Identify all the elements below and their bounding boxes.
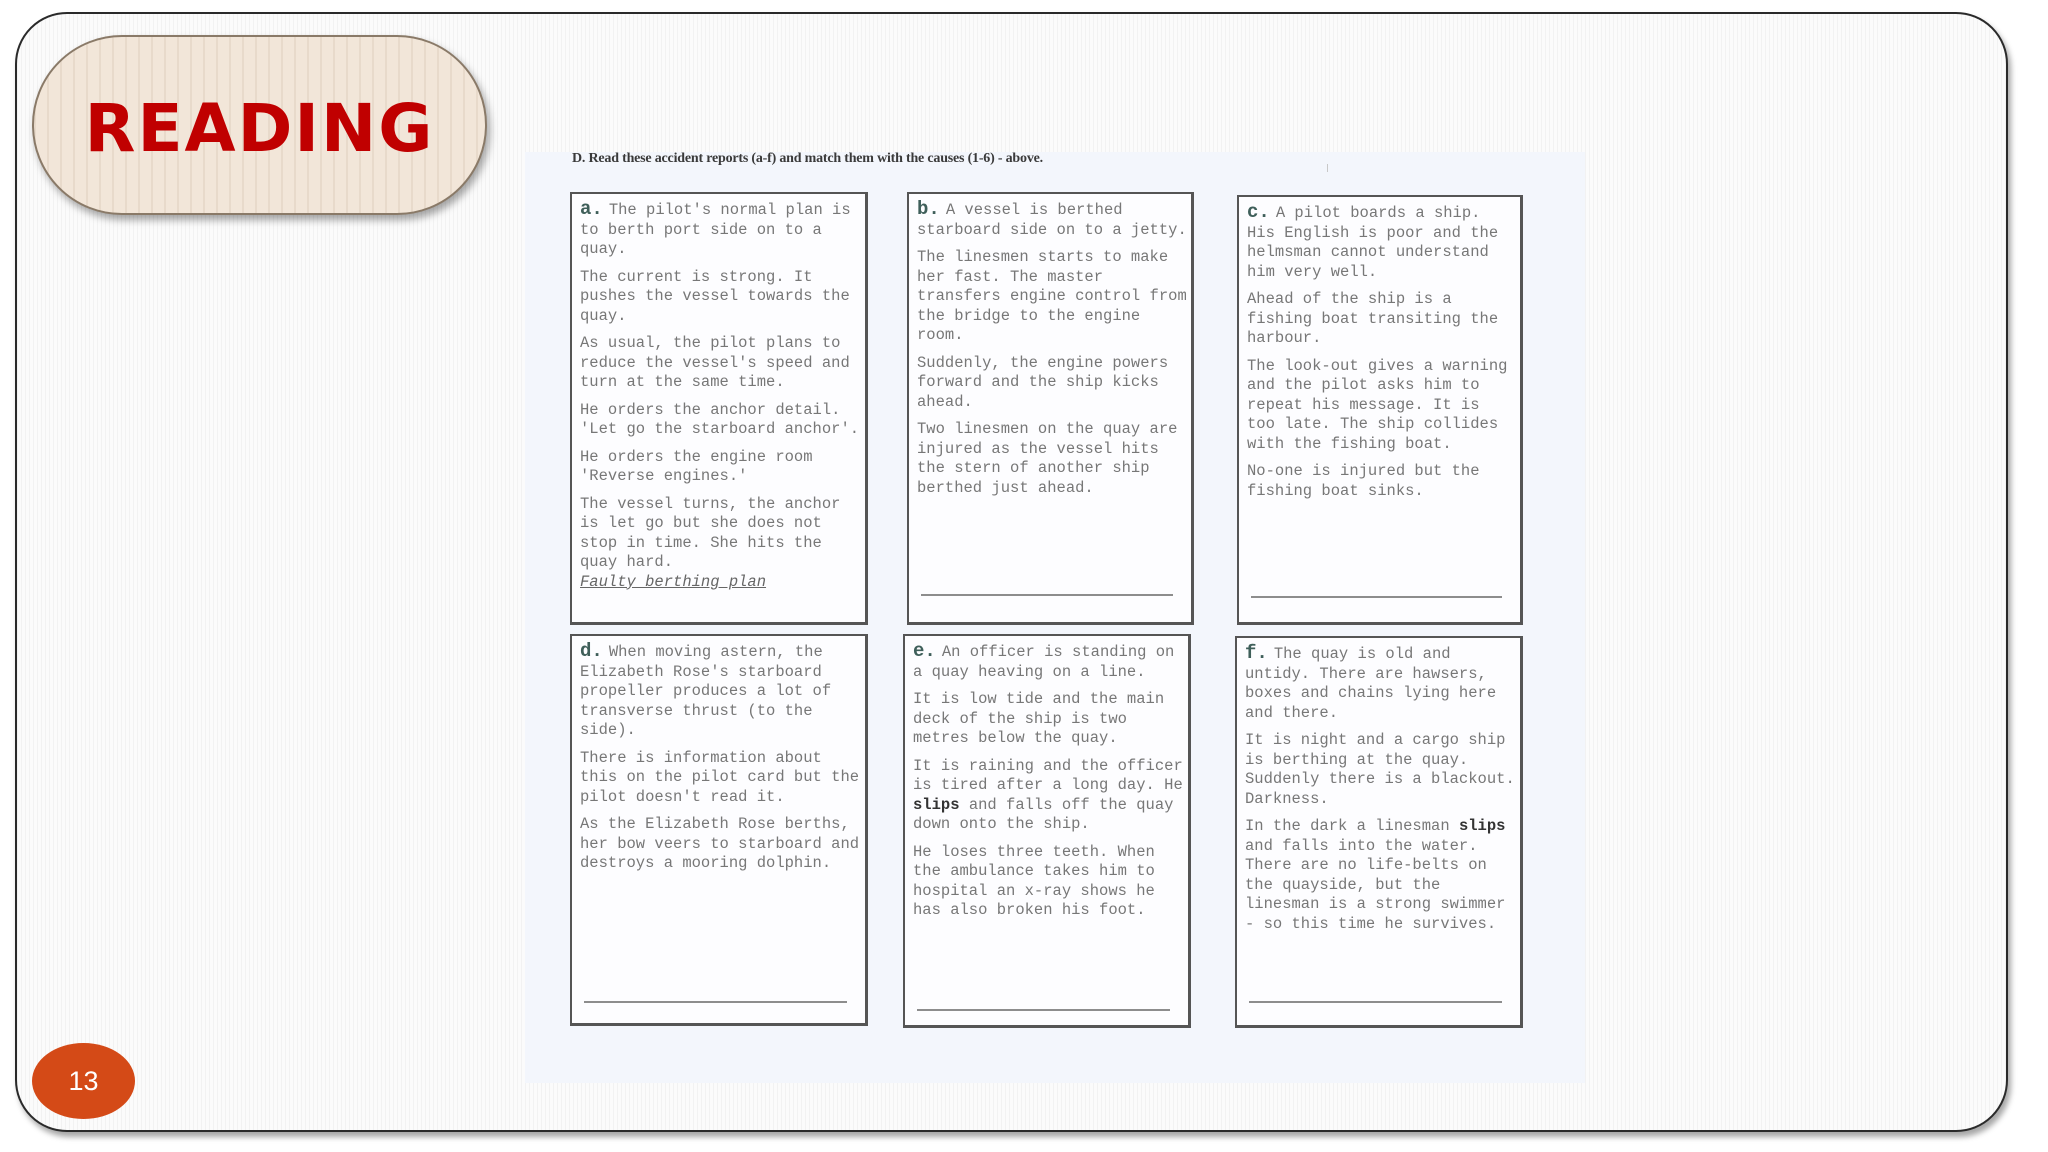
report-box-f <box>1235 636 1523 1028</box>
report-paragraph <box>1247 203 1516 282</box>
report-paragraph <box>580 334 861 393</box>
paragraph-text: He orders the anchor detail. 'Let go the starboard anchor'. <box>580 400 860 438</box>
slide-title: READING <box>84 89 435 167</box>
report-box-d <box>570 634 868 1026</box>
paragraph-text: Suddenly, the engine powers forward and the ship kicks ahead. <box>917 353 1169 411</box>
report-paragraph <box>917 200 1187 240</box>
paragraph-text: and falls off the quay down onto the ship. <box>913 795 1174 833</box>
report-box-a <box>570 192 868 625</box>
report-content <box>580 200 861 592</box>
paragraph-text: No-one is injured but the fishing boat sinks. <box>1247 462 1480 500</box>
report-paragraph <box>917 248 1187 346</box>
report-paragraph <box>913 757 1184 835</box>
report-box-c <box>1237 195 1523 625</box>
report-content <box>1245 644 1516 934</box>
emphasized-word: slips <box>1458 817 1506 835</box>
report-paragraph <box>1247 462 1516 501</box>
report-paragraph <box>580 200 861 260</box>
paragraph-text: A vessel is berthed starboard side on to a jetty. <box>917 201 1187 239</box>
report-content <box>917 200 1187 498</box>
report-content <box>913 642 1184 921</box>
paragraph-text: and falls into the water. There are no life-belts on the quayside, but the linesman is a strong swimmer - so this time he survives. <box>1245 836 1506 933</box>
report-paragraph <box>1247 290 1516 349</box>
paragraph-text: An officer is standing on a quay heaving on a line. <box>913 643 1175 681</box>
report-paragraph <box>913 642 1184 682</box>
report-paragraph <box>1247 357 1516 455</box>
report-paragraph <box>913 843 1184 921</box>
report-paragraph <box>1245 731 1516 809</box>
answer-text: Faulty berthing plan <box>580 572 767 591</box>
title-banner <box>32 35 487 215</box>
paragraph-text: He orders the engine room 'Reverse engines.' <box>580 447 813 485</box>
paragraph-text: When moving astern, the Elizabeth Rose's starboard propeller produces a lot of transverse thrust (to the side). <box>580 643 832 739</box>
report-letter: e. <box>913 640 936 662</box>
paragraph-text: The pilot's normal plan is to berth port side on to a quay. <box>580 201 851 258</box>
paragraph-text: As the Elizabeth Rose berths, her bow veers to starboard and destroys a mooring dolphin. <box>580 815 860 872</box>
paragraph-text: The linesmen starts to make her fast. The master transfers engine control from the bridge to the engine room. <box>917 248 1187 344</box>
paragraph-text: As usual, the pilot plans to reduce the vessel's speed and turn at the same time. <box>580 334 850 391</box>
report-paragraph <box>913 690 1184 749</box>
report-paragraph <box>580 749 861 808</box>
report-letter: b. <box>917 198 940 220</box>
page-number-badge <box>32 1043 135 1119</box>
report-paragraph <box>580 401 861 440</box>
emphasized-word: slips <box>913 795 960 814</box>
report-paragraph <box>1245 644 1516 723</box>
paragraph-text: Two linesmen on the quay are injured as the vessel hits the stern of another ship berthed just ahead. <box>917 420 1178 497</box>
report-paragraph <box>580 448 861 487</box>
answer-line[interactable] <box>917 1009 1170 1011</box>
report-content <box>1247 203 1516 501</box>
scan-mark <box>1327 164 1328 172</box>
paragraph-text: A pilot boards a ship. His English is poor and the helmsman cannot understand him very well. <box>1247 204 1499 281</box>
paragraph-text: The vessel turns, the anchor is let go but she does not stop in time. She hits the quay hard. <box>580 494 841 571</box>
report-letter: f. <box>1245 642 1268 664</box>
paragraph-text: There is information about this on the pilot card but the pilot doesn't read it. <box>580 748 860 806</box>
paragraph-text: The quay is old and untidy. There are hawsers, boxes and chains lying here and there. <box>1245 645 1497 722</box>
exercise-instruction: D. Read these accident reports (a-f) and match them with the causes (1-6) - above. <box>572 151 1043 166</box>
report-paragraph <box>917 420 1187 498</box>
answer-line[interactable] <box>584 1001 847 1003</box>
report-paragraph <box>580 815 861 874</box>
report-paragraph <box>1245 817 1516 934</box>
report-paragraph <box>580 642 861 741</box>
paragraph-text: Ahead of the ship is a fishing boat transiting the harbour. <box>1247 290 1499 347</box>
report-content <box>580 642 861 874</box>
report-box-e <box>903 634 1191 1028</box>
paragraph-text: In the dark a linesman <box>1245 817 1459 835</box>
page-number: 13 <box>68 1065 99 1096</box>
report-paragraph <box>580 495 861 573</box>
answer-line[interactable] <box>1251 596 1502 598</box>
report-paragraph <box>917 354 1187 413</box>
report-box-b <box>907 192 1194 625</box>
paragraph-text: It is low tide and the main deck of the ship is two metres below the quay. <box>913 690 1165 747</box>
report-letter: a. <box>580 198 603 220</box>
paragraph-text: It is night and a cargo ship is berthing at the quay. Suddenly there is a blackout. Darkness. <box>1245 731 1515 808</box>
paragraph-text: It is raining and the officer is tired after a long day. He <box>913 756 1183 794</box>
paragraph-text: The current is strong. It pushes the vessel towards the quay. <box>580 267 850 325</box>
report-letter: c. <box>1247 201 1270 223</box>
paragraph-text: The look-out gives a warning and the pilot asks him to repeat his message. It is too late. The ship collides with the fishing boat. <box>1247 356 1508 453</box>
report-letter: d. <box>580 640 603 662</box>
report-paragraph <box>580 268 861 327</box>
answer-line[interactable] <box>1249 1001 1502 1003</box>
answer-line[interactable] <box>921 594 1173 596</box>
paragraph-text: He loses three teeth. When the ambulance takes him to hospital an x-ray shows he has also broken his foot. <box>913 842 1155 919</box>
